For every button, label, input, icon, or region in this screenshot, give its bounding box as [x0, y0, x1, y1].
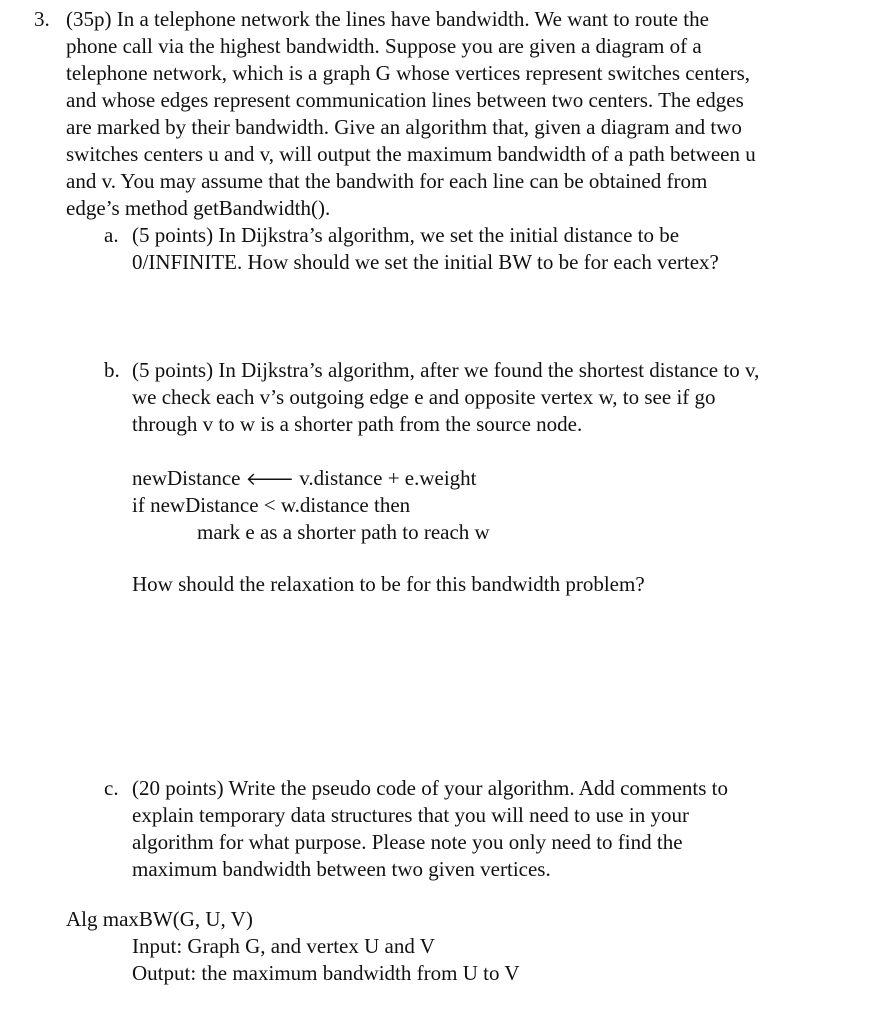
algorithm-header: Alg maxBW(G, U, V) [66, 907, 253, 931]
question-text-line: are marked by their bandwidth. Give an algorithm that, given a diagram and two [66, 115, 742, 139]
question-text-line: telephone network, which is a graph G whose vertices represent switches centers, [66, 61, 751, 85]
code-expression: v.distance + e.weight [299, 466, 477, 490]
part-c-text-line: maximum bandwidth between two given vertices. [132, 857, 551, 881]
part-b-question: How should the relaxation to be for this bandwidth problem? [132, 572, 645, 596]
question-number: 3. [34, 7, 50, 31]
part-c-label: c. [104, 776, 119, 800]
part-b-label: b. [104, 358, 120, 382]
part-c-text-line: explain temporary data structures that you will need to use in your [132, 803, 689, 827]
part-c-text-line: (20 points) Write the pseudo code of your algorithm. Add comments to [132, 776, 728, 800]
question-text-line: (35p) In a telephone network the lines have bandwidth. We want to route the [66, 7, 709, 31]
algorithm-input: Input: Graph G, and vertex U and V [132, 934, 435, 958]
question-text-line: and v. You may assume that the bandwith for each line can be obtained from [66, 169, 708, 193]
part-b-text-line: through v to w is a shorter path from the source node. [132, 412, 583, 436]
part-a-label: a. [104, 223, 119, 247]
question-text-line: switches centers u and v, will output the maximum bandwidth of a path between u [66, 142, 756, 166]
part-b-text-line: we check each v’s outgoing edge e and opposite vertex w, to see if go [132, 385, 716, 409]
code-line-assign [132, 465, 477, 493]
question-text-line: edge’s method getBandwidth(). [66, 196, 331, 220]
code-variable: newDistance [132, 466, 241, 490]
code-line-condition: if newDistance < w.distance then [132, 493, 411, 517]
part-a-text-line: 0/INFINITE. How should we set the initial BW to be for each vertex? [132, 250, 719, 274]
algorithm-output: Output: the maximum bandwidth from U to V [132, 961, 520, 985]
part-c-text-line: algorithm for what purpose. Please note you only need to find the [132, 830, 683, 854]
code-line-action: mark e as a shorter path to reach w [197, 520, 490, 544]
left-arrow-icon: 🡐 [245, 469, 294, 490]
part-a-text-line: (5 points) In Dijkstra’s algorithm, we set the initial distance to be [132, 223, 680, 247]
question-text-line: phone call via the highest bandwidth. Suppose you are given a diagram of a [66, 34, 702, 58]
part-b-text-line: (5 points) In Dijkstra’s algorithm, after we found the shortest distance to v, [132, 358, 760, 382]
question-text-line: and whose edges represent communication lines between two centers. The edges [66, 88, 744, 112]
